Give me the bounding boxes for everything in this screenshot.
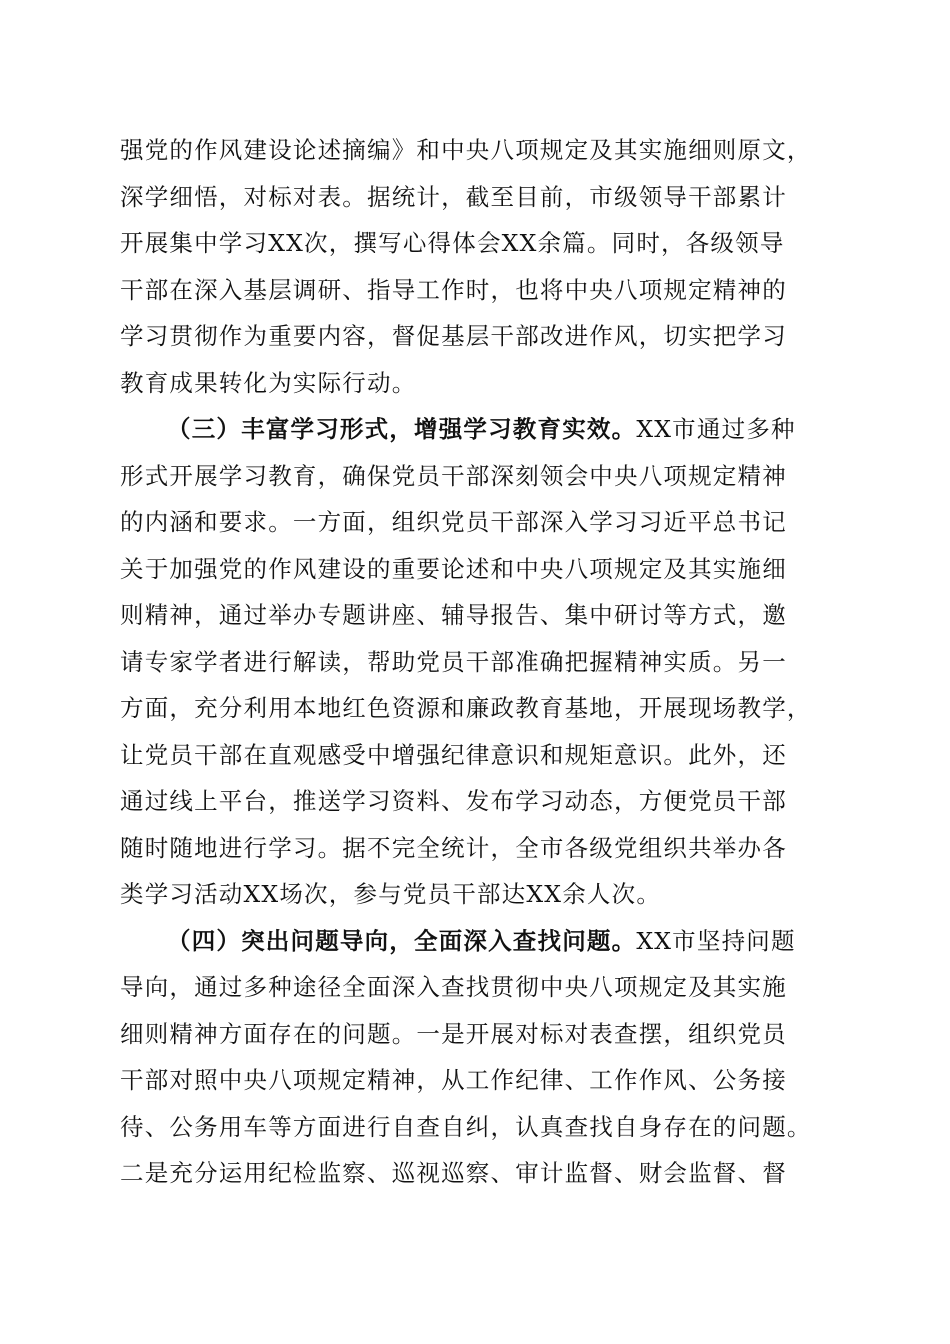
text-line	[120, 313, 835, 360]
line-text: XX市通过多种	[636, 415, 796, 443]
text-line	[120, 1057, 835, 1104]
text-line	[120, 546, 835, 593]
line-text: 关于加强党的作风建设的重要论述和中央八项规定及其实施细	[120, 554, 787, 583]
line-text: 教育成果转化为实际行动。	[120, 368, 417, 397]
line-text: 待、公务用车等方面进行自查自纠，认真查找自身存在的问题。	[120, 1112, 812, 1141]
text-line	[120, 499, 835, 546]
line-text: 干部在深入基层调研、指导工作时，也将中央八项规定精神的	[120, 275, 787, 304]
text-line	[120, 964, 835, 1011]
line-text: 则精神，通过举办专题讲座、辅导报告、集中研讨等方式，邀	[120, 601, 787, 629]
line-text: 导向，通过多种途径全面深入查找贯彻中央八项规定及其实施	[120, 973, 787, 1001]
body-text	[120, 127, 835, 1197]
text-line	[120, 127, 835, 174]
text-line	[120, 174, 835, 221]
text-line	[120, 871, 835, 918]
line-text: 让党员干部在直观感受中增强纪律意识和规矩意识。此外，还	[120, 740, 787, 769]
text-line	[120, 1011, 835, 1058]
line-text: 方面，充分利用本地红色资源和廉政教育基地，开展现场教学，	[120, 694, 812, 722]
text-line	[120, 453, 835, 500]
text-line	[120, 825, 835, 872]
line-text: 细则精神方面存在的问题。一是开展对标对表查摆，组织党员	[120, 1019, 787, 1048]
text-line	[120, 918, 835, 965]
line-text: 强党的作风建设论述摘编》和中央八项规定及其实施细则原文，	[120, 136, 812, 164]
text-line	[120, 685, 835, 732]
line-text: 干部对照中央八项规定精神，从工作纪律、工作作风、公务接	[120, 1066, 787, 1094]
line-text: 二是充分运用纪检监察、巡视巡察、审计监督、财会监督、督	[120, 1159, 787, 1187]
text-line	[120, 267, 835, 314]
text-line	[120, 1150, 835, 1197]
text-line	[120, 220, 835, 267]
text-line	[120, 1104, 835, 1151]
line-text: 类学习活动XX场次，参与党员干部达XX余人次。	[120, 880, 662, 908]
text-line	[120, 592, 835, 639]
text-line	[120, 639, 835, 686]
text-line	[120, 778, 835, 825]
line-text: 的内涵和要求。一方面，组织党员干部深入学习习近平总书记	[120, 508, 787, 536]
text-line	[120, 732, 835, 779]
line-text: 形式开展学习教育，确保党员干部深刻领会中央八项规定精神	[120, 461, 787, 490]
line-text: XX市坚持问题	[636, 926, 796, 955]
line-text: 通过线上平台，推送学习资料、发布学习动态，方便党员干部	[120, 787, 787, 815]
line-text: 学习贯彻作为重要内容，督促基层干部改进作风，切实把学习	[120, 322, 787, 350]
section-heading: （四）突出问题导向，全面深入查找问题。	[167, 926, 637, 955]
line-text: 请专家学者进行解读，帮助党员干部准确把握精神实质。另一	[120, 647, 787, 676]
text-line	[120, 360, 835, 407]
line-text: 随时随地进行学习。据不完全统计，全市各级党组织共举办各	[120, 833, 787, 862]
line-text: 深学细悟，对标对表。据统计，截至目前，市级领导干部累计	[120, 182, 787, 211]
text-line	[120, 406, 835, 453]
section-heading: （三）丰富学习形式，增强学习教育实效。	[167, 415, 637, 443]
line-text: 开展集中学习XX次，撰写心得体会XX余篇。同时，各级领导	[120, 229, 785, 257]
